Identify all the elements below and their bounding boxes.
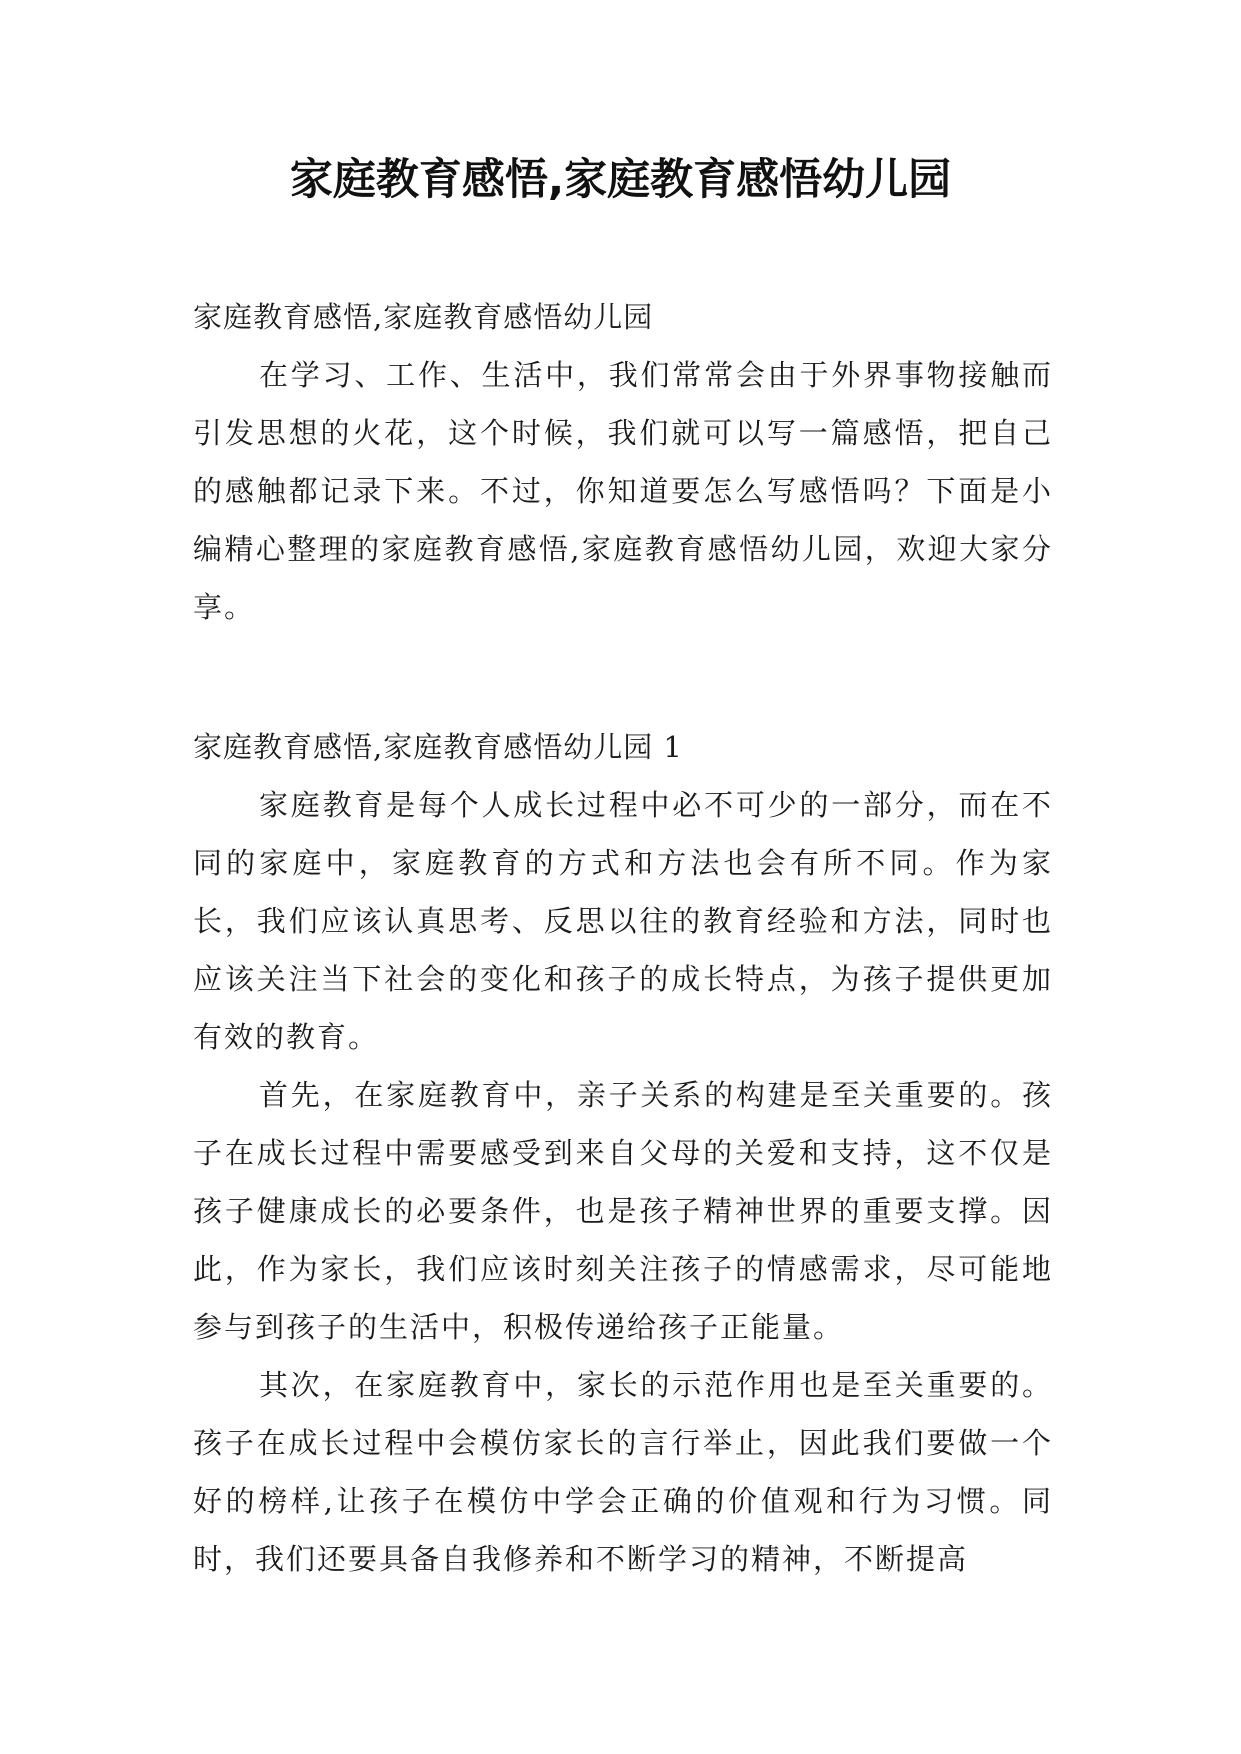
section-heading: 家庭教育感悟,家庭教育感悟幼儿园 1 xyxy=(193,730,683,764)
intro-heading: 家庭教育感悟,家庭教育感悟幼儿园 xyxy=(193,300,654,334)
page-title: 家庭教育感悟,家庭教育感悟幼儿园 xyxy=(289,155,952,205)
intro-paragraph: 在学习、工作、生活中，我们常常会由于外界事物接触而引发思想的火花，这个时候，我们就可以写一篇感悟，把自己的感触都记录下来。不过，你知道要怎么写感悟吗？下面是小编精心整理的家庭教育感悟,家庭教育感悟幼儿园，欢迎大家分享。 xyxy=(193,358,1053,624)
body-paragraph: 其次，在家庭教育中，家长的示范作用也是至关重要的。孩子在成长过程中会模仿家长的言行举止，因此我们要做一个好的榜样,让孩子在模仿中学会正确的价值观和行为习惯。同时，我们还要具备自我修养和不断学习的精神，不断提高 xyxy=(193,1368,1053,1576)
body-paragraph: 首先，在家庭教育中，亲子关系的构建是至关重要的。孩子在成长过程中需要感受到来自父母的关爱和支持，这不仅是孩子健康成长的必要条件，也是孩子精神世界的重要支撑。因此，作为家长，我们应该时刻关注孩子的情感需求，尽可能地参与到孩子的生活中，积极传递给孩子正能量。 xyxy=(193,1078,1053,1344)
section-spacer xyxy=(193,636,1053,718)
document-body xyxy=(193,288,1053,1588)
body-paragraph: 家庭教育是每个人成长过程中必不可少的一部分，而在不同的家庭中，家庭教育的方式和方法也会有所不同。作为家长，我们应该认真思考、反思以往的教育经验和方法，同时也应该关注当下社会的变化和孩子的成长特点，为孩子提供更加有效的教育。 xyxy=(193,788,1053,1054)
